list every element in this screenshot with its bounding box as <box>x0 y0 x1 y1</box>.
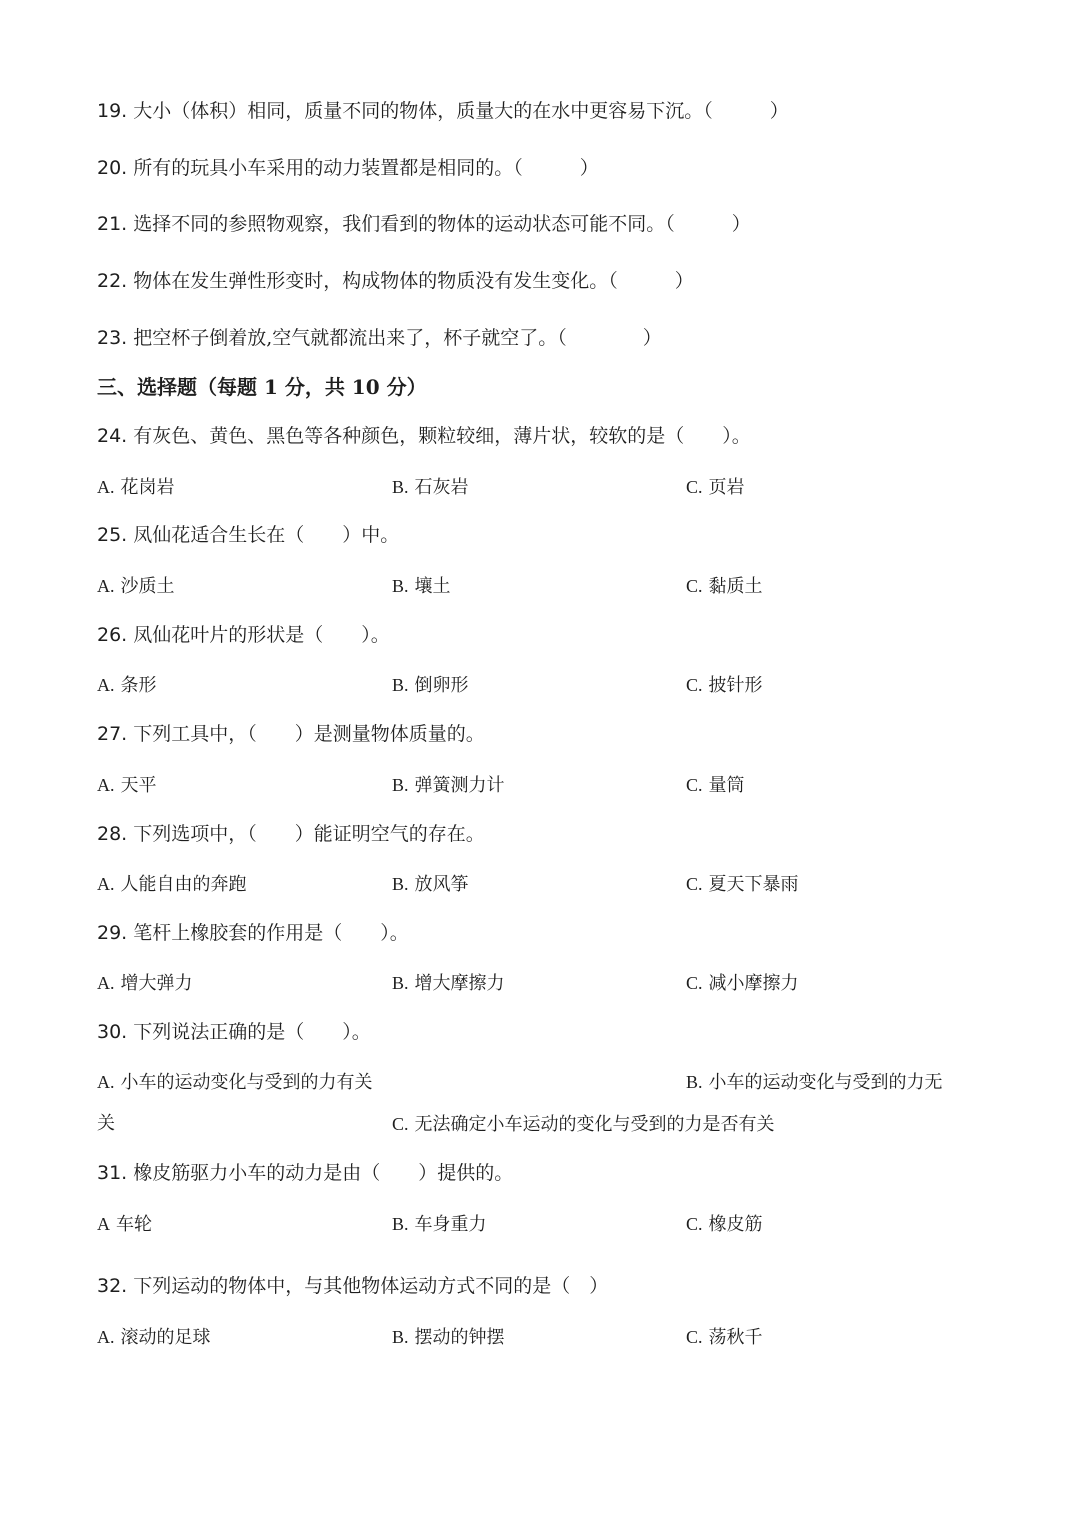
option-letter: A. <box>97 775 115 795</box>
question-25 <box>97 522 399 548</box>
option-a <box>97 970 193 997</box>
question-text: 橡皮筋驱力小车的动力是由（ ）提供的。 <box>133 1162 514 1184</box>
option-letter: C. <box>686 874 703 894</box>
option-text: 条形 <box>120 675 157 696</box>
question-number: 19. <box>97 100 128 122</box>
question-number: 30. <box>97 1021 128 1043</box>
option-c <box>686 871 799 898</box>
question-30 <box>97 1019 371 1045</box>
option-text: 夏天下暴雨 <box>708 874 799 895</box>
question-28 <box>97 821 485 847</box>
option-letter: A. <box>97 477 115 497</box>
option-text: 壤土 <box>414 576 451 597</box>
option-letter: C. <box>686 675 703 695</box>
option-c <box>686 474 745 501</box>
option-c <box>686 970 799 997</box>
option-letter: A. <box>97 874 115 894</box>
question-23 <box>97 325 662 351</box>
option-b <box>392 672 469 699</box>
question-text: 有灰色、黄色、黑色等各种颜色，颗粒较细，薄片状，较软的是（ ）。 <box>133 425 751 447</box>
question-number: 22. <box>97 270 128 292</box>
option-letter: A. <box>97 576 115 596</box>
question-number: 26. <box>97 624 128 646</box>
question-19 <box>97 98 789 124</box>
question-number: 29. <box>97 922 128 944</box>
question-text: 所有的玩具小车采用的动力装置都是相同的。（ ） <box>133 157 599 179</box>
question-20 <box>97 155 599 181</box>
option-letter: B. <box>392 576 409 596</box>
option-a <box>97 474 175 501</box>
section-title: 三、选择题（每题 1 分，共 10 分） <box>97 375 427 399</box>
option-a <box>97 871 247 898</box>
option-c <box>686 772 745 799</box>
option-text: 弹簧测力计 <box>414 775 505 796</box>
option-c <box>686 1324 763 1351</box>
option-text: 增大摩擦力 <box>414 973 505 994</box>
question-26 <box>97 622 390 648</box>
question-text: 把空杯子倒着放,空气就都流出来了，杯子就空了。（ ） <box>133 327 662 349</box>
question-text: 下列工具中，（ ）是测量物体质量的。 <box>133 723 485 745</box>
option-b <box>392 772 505 799</box>
question-27 <box>97 721 485 747</box>
option-a <box>97 1211 152 1238</box>
option-c <box>392 1111 775 1138</box>
option-a <box>97 1069 373 1096</box>
question-text: 凤仙花叶片的形状是（ ）。 <box>133 624 390 646</box>
question-text: 下列运动的物体中，与其他物体运动方式不同的是（ ） <box>133 1275 609 1297</box>
option-text: 减小摩擦力 <box>708 973 799 994</box>
option-text: 滚动的足球 <box>120 1327 211 1348</box>
question-text: 大小（体积）相同，质量不同的物体，质量大的在水中更容易下沉。（ ） <box>133 100 789 122</box>
option-c <box>686 573 763 600</box>
option-letter: C. <box>686 775 703 795</box>
option-text: 天平 <box>120 775 157 796</box>
option-text: 页岩 <box>708 477 745 498</box>
option-letter: A. <box>97 1327 115 1347</box>
option-text: 黏质土 <box>708 576 763 597</box>
option-letter: C. <box>686 973 703 993</box>
option-text: 无法确定小车运动的变化与受到的力是否有关 <box>414 1114 775 1135</box>
option-b-continuation: 关 <box>97 1113 115 1134</box>
question-number: 32. <box>97 1275 128 1297</box>
option-letter: B. <box>392 1327 409 1347</box>
option-letter: A. <box>97 1072 115 1092</box>
option-b <box>392 970 505 997</box>
option-text: 摆动的钟摆 <box>414 1327 505 1348</box>
option-letter: C. <box>686 1214 703 1234</box>
option-text: 小车的运动变化与受到的力有关 <box>120 1072 373 1093</box>
option-b <box>392 1211 487 1238</box>
option-letter: B. <box>392 477 409 497</box>
option-a <box>97 573 175 600</box>
option-text: 小车的运动变化与受到的力无 <box>708 1072 943 1093</box>
question-31 <box>97 1160 513 1186</box>
question-text: 选择不同的参照物观察，我们看到的物体的运动状态可能不同。（ ） <box>133 213 751 235</box>
option-letter: B. <box>686 1072 703 1092</box>
question-text: 凤仙花适合生长在（ ）中。 <box>133 524 400 546</box>
option-text: 量筒 <box>708 775 745 796</box>
option-text: 花岗岩 <box>120 477 175 498</box>
option-letter: C. <box>686 576 703 596</box>
option-a <box>97 772 157 799</box>
question-number: 27. <box>97 723 128 745</box>
option-text: 沙质土 <box>120 576 175 597</box>
option-letter: B. <box>392 874 409 894</box>
option-a <box>97 1324 211 1351</box>
question-22 <box>97 268 694 294</box>
option-text: 车身重力 <box>414 1214 487 1235</box>
question-32 <box>97 1273 608 1299</box>
option-letter: A <box>97 1214 110 1234</box>
question-number: 20. <box>97 157 128 179</box>
question-number: 23. <box>97 327 128 349</box>
question-number: 24. <box>97 425 128 447</box>
option-letter: B. <box>392 675 409 695</box>
question-text: 下列说法正确的是（ ）。 <box>133 1021 371 1043</box>
question-24 <box>97 423 751 449</box>
question-number: 31. <box>97 1162 128 1184</box>
question-number: 28. <box>97 823 128 845</box>
option-c <box>686 672 763 699</box>
question-number: 21. <box>97 213 128 235</box>
question-number: 25. <box>97 524 128 546</box>
option-text: 橡皮筋 <box>708 1214 763 1235</box>
question-text: 笔杆上橡胶套的作用是（ ）。 <box>133 922 409 944</box>
option-b <box>392 573 451 600</box>
option-letter: B. <box>392 973 409 993</box>
option-text: 倒卵形 <box>414 675 469 696</box>
option-text: 披针形 <box>708 675 763 696</box>
option-letter: B. <box>392 775 409 795</box>
option-letter: C. <box>686 477 703 497</box>
option-letter: A. <box>97 675 115 695</box>
question-29 <box>97 920 409 946</box>
option-b <box>392 474 469 501</box>
option-b <box>686 1069 943 1096</box>
option-text: 增大弹力 <box>120 973 193 994</box>
option-b <box>392 871 469 898</box>
option-text: 车轮 <box>116 1214 152 1235</box>
option-c <box>686 1211 763 1238</box>
option-text: 荡秋千 <box>708 1327 763 1348</box>
question-text: 下列选项中，（ ）能证明空气的存在。 <box>133 823 485 845</box>
option-letter: C. <box>392 1114 409 1134</box>
option-letter: C. <box>686 1327 703 1347</box>
option-a <box>97 672 157 699</box>
option-letter: A. <box>97 973 115 993</box>
option-text: 放风筝 <box>414 874 469 895</box>
question-text: 物体在发生弹性形变时，构成物体的物质没有发生变化。（ ） <box>133 270 694 292</box>
option-text: 石灰岩 <box>414 477 469 498</box>
question-21 <box>97 211 751 237</box>
option-letter: B. <box>392 1214 409 1234</box>
option-text: 人能自由的奔跑 <box>120 874 247 895</box>
option-b <box>392 1324 505 1351</box>
